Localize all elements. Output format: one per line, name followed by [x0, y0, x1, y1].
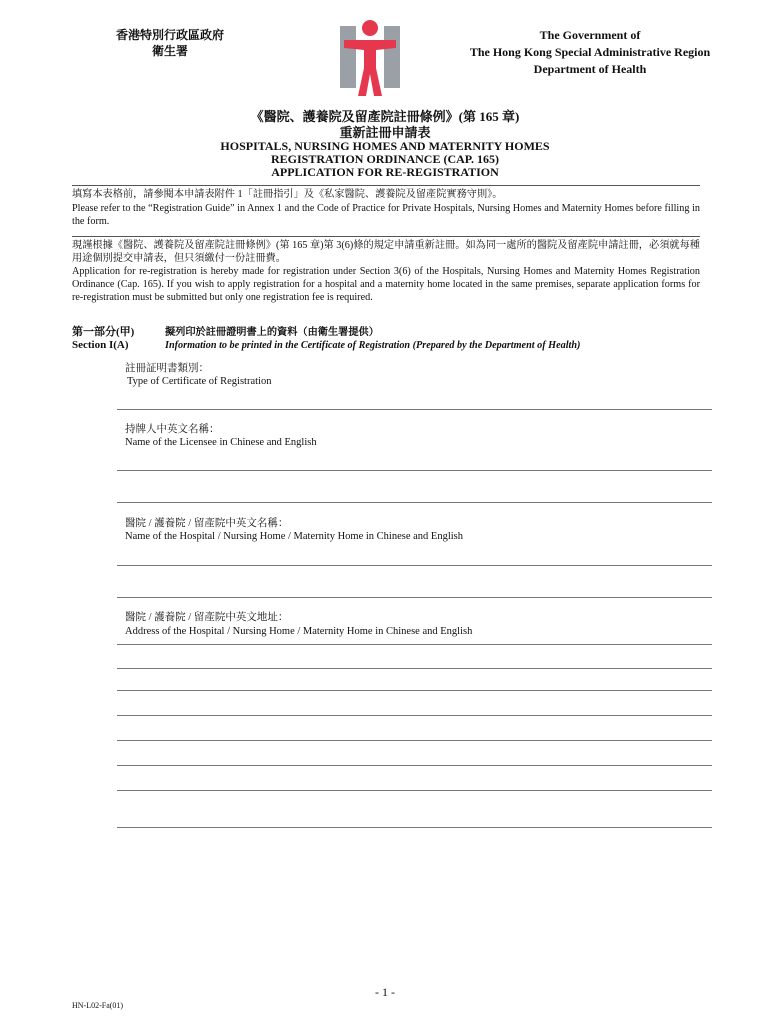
certificate-type-input-line[interactable]: [117, 409, 712, 410]
header-government-en: The Government of: [539, 28, 641, 42]
field-label-hospital-name-zh: 醫院 / 護養院 / 留產院中英文名稱：: [125, 518, 289, 529]
hospital-name-input-line-2[interactable]: [117, 597, 712, 598]
title-application-zh: 重新註冊申請表: [339, 125, 431, 140]
field-label-licensee-en: Name of the Licensee in Chinese and English: [125, 437, 317, 448]
licensee-input-line-2[interactable]: [117, 502, 712, 503]
licensee-input-line-1[interactable]: [117, 470, 712, 471]
note-guide-zh: 填寫本表格前，請參閱本申請表附件 1「註冊指引」及《私家醫院、護養院及留產院實務守則》。: [72, 189, 503, 200]
header-left-block: [80, 27, 260, 59]
field-label-hospital-name-en: Name of the Hospital / Nursing Home / Maternity Home in Chinese and English: [125, 531, 463, 542]
divider: [72, 236, 700, 237]
field-label-certificate-type-zh: 註冊証明書類別：: [125, 363, 209, 374]
note-application-zh: 現謹根據《醫院、護養院及留產院註冊條例》(第 165 章)第 3(6)條的規定申請重新註冊。如為同一處所的醫院及留產院申請註冊，必須就每種用途個別提交申請表，但只須繳付一份註冊費。: [72, 240, 700, 264]
header-right-block: [430, 27, 750, 78]
header-government-zh: 香港特別行政區政府: [115, 28, 224, 42]
title-ordinance-zh: 《醫院、護養院及留產院註冊條例》(第 165 章): [250, 109, 520, 124]
header-department-zh: 衛生署: [151, 44, 188, 58]
address-input-line-3[interactable]: [117, 690, 712, 691]
field-label-licensee-zh: 持牌人中英文名稱：: [125, 424, 220, 435]
address-input-line-7[interactable]: [117, 790, 712, 791]
note-guide-en: Please refer to the “Registration Guide” in Annex 1 and the Code of Practice for Private Hospitals, Nursing Homes and Maternity Homes before filling in the form.: [72, 203, 700, 227]
department-of-health-logo-icon: [338, 12, 402, 100]
address-input-line-5[interactable]: [117, 740, 712, 741]
header-region-en: The Hong Kong Special Administrative Region: [469, 45, 711, 59]
field-label-address-zh: 醫院 / 護養院 / 留產院中英文地址：: [125, 612, 289, 623]
address-input-line-1[interactable]: [117, 644, 712, 645]
address-input-line-2[interactable]: [117, 668, 712, 669]
form-code: HN-L02-Fa(01): [72, 1001, 124, 1010]
field-label-certificate-type-en: Type of Certificate of Registration: [127, 376, 272, 387]
divider: [72, 185, 700, 186]
section-label-en: Section I(A): [72, 339, 129, 351]
title-ordinance-en-1: HOSPITALS, NURSING HOMES AND MATERNITY HOMES: [220, 139, 550, 153]
title-application-en: APPLICATION FOR RE-REGISTRATION: [271, 165, 499, 179]
section-title-en: Information to be printed in the Certificate of Registration (Prepared by the Department of Health): [165, 340, 581, 351]
section-label-zh: 第一部分(甲): [72, 326, 135, 338]
address-input-line-6[interactable]: [117, 765, 712, 766]
title-ordinance-en-2: REGISTRATION ORDINANCE (CAP. 165): [270, 152, 500, 166]
hospital-name-input-line-1[interactable]: [117, 565, 712, 566]
address-input-line-8[interactable]: [117, 827, 712, 828]
field-label-address-en: Address of the Hospital / Nursing Home / Maternity Home in Chinese and English: [125, 626, 473, 637]
header-department-en: Department of Health: [533, 62, 647, 76]
section-title-zh: 擬列印於註冊證明書上的資料（由衛生署提供）: [165, 327, 379, 338]
address-input-line-4[interactable]: [117, 715, 712, 716]
note-application-en: Application for re-registration is hereby made for registration under Section 3(6) of the Hospitals, Nursing Homes and Maternity Homes Registration Ordinance (Cap. 165). If you wish to apply registration for a hospital and a maternity home located in the same premises, separate application forms for re-registration must be submitted but only one registration fee is required.: [72, 266, 700, 303]
page-number: - 1 -: [375, 985, 395, 999]
